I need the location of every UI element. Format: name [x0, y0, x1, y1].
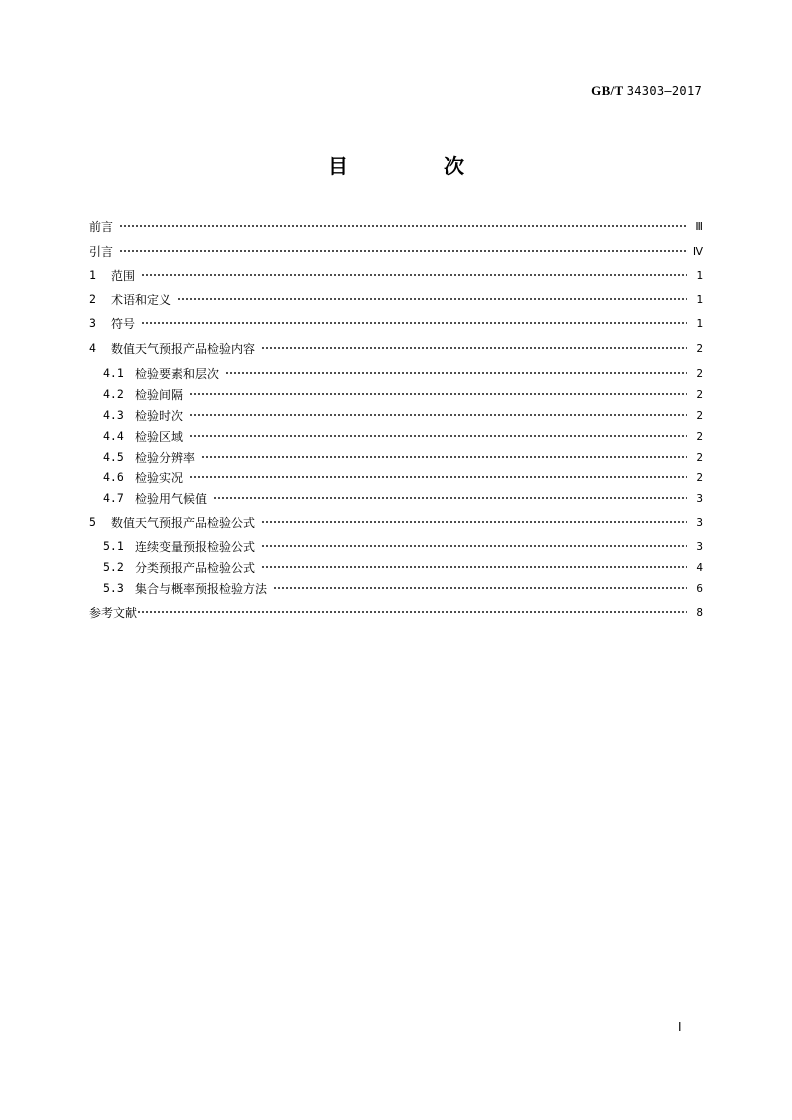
toc-entry-4-1[interactable]: [103, 363, 703, 383]
toc-entry-page: 8: [696, 605, 703, 619]
toc-leader: [201, 453, 687, 461]
toc-entry-label: 数值天气预报产品检验公式: [111, 515, 256, 530]
toc-entry-label: 检验时次: [135, 408, 184, 423]
toc-entry-4-5[interactable]: [103, 447, 703, 467]
toc-entry-label: 范围: [111, 268, 136, 283]
toc-entry-number: 5.1: [103, 539, 124, 553]
toc-entry-bibliography[interactable]: [89, 602, 703, 622]
toc-entry-number: 2: [89, 292, 96, 306]
toc-entry-page: 3: [696, 539, 703, 553]
toc-entry-4-6[interactable]: [103, 467, 703, 487]
toc-entry-label: 检验分辨率: [135, 450, 196, 465]
toc-entry-number: 1: [89, 268, 96, 282]
toc-entry-page: 2: [696, 429, 703, 443]
toc-leader: [141, 319, 687, 327]
toc-entry-2[interactable]: [89, 289, 703, 309]
toc-entry-label: 分类预报产品检验公式: [135, 560, 256, 575]
standard-number: 34303—2017: [626, 84, 702, 98]
toc-entry-number: 5.3: [103, 581, 124, 595]
toc-entry-4[interactable]: [89, 338, 703, 358]
standard-code: [591, 83, 702, 99]
toc-entry-label: 检验用气候值: [135, 491, 208, 506]
toc-entry-page: 3: [696, 515, 703, 529]
toc-entry-label: 符号: [111, 316, 136, 331]
toc-entry-label: 检验实况: [135, 470, 184, 485]
toc-entry-label: 检验要素和层次: [135, 366, 220, 381]
toc-entry-number: 4.7: [103, 491, 124, 505]
toc-entry-page: 2: [696, 387, 703, 401]
toc-entry-label: 连续变量预报检验公式: [135, 539, 256, 554]
toc-leader: [225, 369, 687, 377]
toc-entry-5[interactable]: [89, 512, 703, 532]
toc-entry-number: 5: [89, 515, 96, 529]
toc-entry-label: 引言: [89, 244, 114, 259]
toc-leader: [261, 518, 687, 526]
toc-title: 目 次: [328, 154, 502, 178]
toc-leader: [189, 432, 687, 440]
toc-leader: [119, 247, 687, 255]
toc-entry-page: 4: [696, 560, 703, 574]
toc-entry-5-1[interactable]: [103, 536, 703, 556]
toc-entry-label: 前言: [89, 219, 114, 234]
toc-entry-number: 3: [89, 316, 96, 330]
toc-leader: [137, 608, 687, 616]
toc-leader: [189, 473, 687, 481]
toc-entry-3[interactable]: [89, 313, 703, 333]
toc-entry-number: 4.2: [103, 387, 124, 401]
toc-entry-number: 4.4: [103, 429, 124, 443]
toc-entry-4-3[interactable]: [103, 405, 703, 425]
toc-entry-5-3[interactable]: [103, 578, 703, 598]
toc-entry-introduction[interactable]: [89, 241, 703, 261]
toc-entry-4-2[interactable]: [103, 384, 703, 404]
toc-entry-number: 5.2: [103, 560, 124, 574]
toc-entry-page: Ⅲ: [695, 219, 703, 233]
toc-entry-page: 2: [696, 366, 703, 380]
toc-entry-1[interactable]: [89, 265, 703, 285]
toc-entry-page: 6: [696, 581, 703, 595]
toc-entry-4-4[interactable]: [103, 426, 703, 446]
toc-entry-label: 检验间隔: [135, 387, 184, 402]
page-folio: Ⅰ: [678, 1020, 682, 1034]
toc-leader: [273, 584, 687, 592]
toc-entry-label: 数值天气预报产品检验内容: [111, 341, 256, 356]
toc-entry-label: 集合与概率预报检验方法: [135, 581, 268, 596]
toc-entry-page: 1: [696, 268, 703, 282]
toc-entry-number: 4.5: [103, 450, 124, 464]
toc-entry-number: 4.3: [103, 408, 124, 422]
toc-entry-label: 参考文献: [89, 605, 138, 620]
toc-entry-page: 2: [696, 341, 703, 355]
toc-entry-page: 1: [696, 316, 703, 330]
toc-leader: [189, 411, 687, 419]
toc-entry-page: 3: [696, 491, 703, 505]
toc-entry-number: 4: [89, 341, 96, 355]
toc-leader: [261, 563, 687, 571]
toc-leader: [141, 271, 687, 279]
toc-entry-page: 2: [696, 408, 703, 422]
toc-entry-page: 2: [696, 470, 703, 484]
toc-leader: [177, 295, 687, 303]
toc-leader: [213, 494, 687, 502]
toc-entry-page: 1: [696, 292, 703, 306]
toc-entry-page: 2: [696, 450, 703, 464]
toc-entry-label: 术语和定义: [111, 292, 172, 307]
toc-leader: [189, 390, 687, 398]
toc-entry-4-7[interactable]: [103, 488, 703, 508]
toc-entry-number: 4.6: [103, 470, 124, 484]
toc-leader: [261, 344, 687, 352]
toc-entry-label: 检验区域: [135, 429, 184, 444]
toc-entry-page: Ⅳ: [692, 244, 703, 258]
toc-leader: [261, 542, 687, 550]
toc-leader: [119, 222, 687, 230]
toc-entry-5-2[interactable]: [103, 557, 703, 577]
standard-prefix: GB/T: [591, 83, 624, 98]
toc-entry-foreword[interactable]: [89, 216, 703, 236]
toc-entry-number: 4.1: [103, 366, 124, 380]
